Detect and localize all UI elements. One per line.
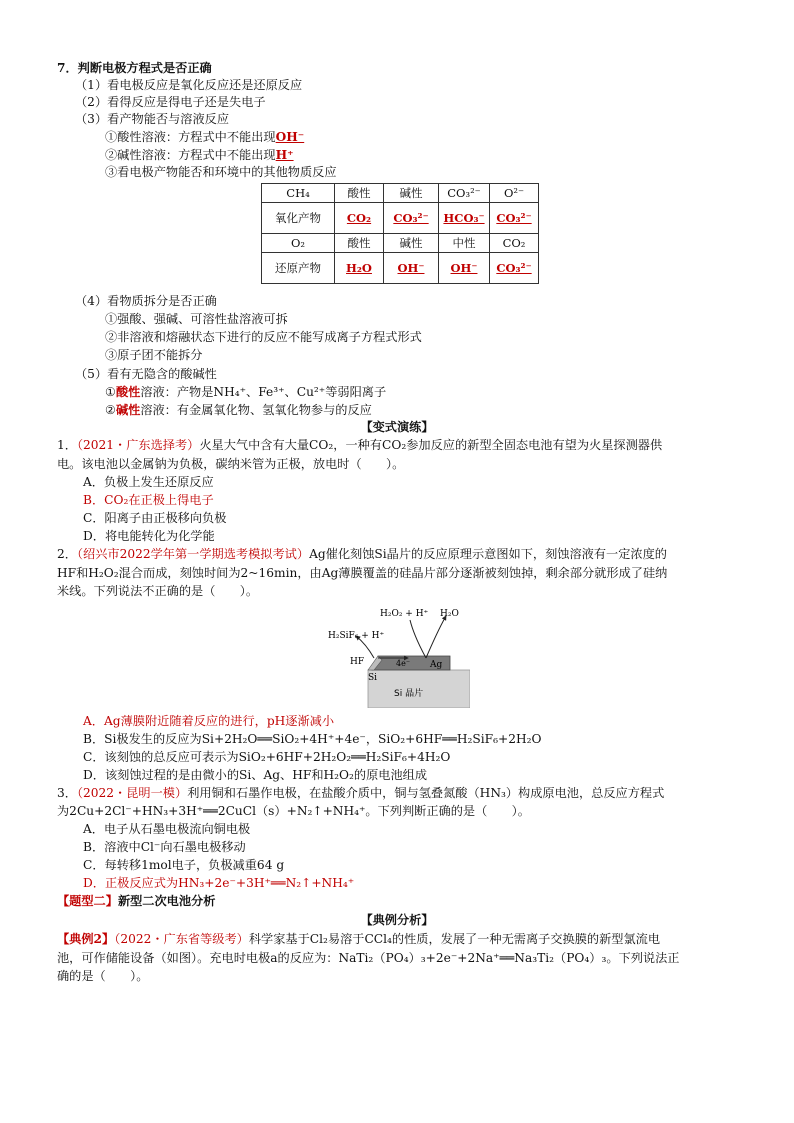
label-h2o2: H₂O₂ + H⁺ — [380, 609, 429, 619]
table-row — [262, 184, 539, 203]
q3-option-c: C．每转移1mol电子，负极减重64 g — [83, 858, 285, 872]
q1-option-a: A．负极上发生还原反应 — [83, 475, 214, 489]
table-row — [262, 253, 539, 284]
q3-stem-text: 利用铜和石墨作电极，在盐酸介质中，铜与氢叠氮酸（HN₃）构成原电池，总反应方程式 — [187, 786, 665, 800]
topic-2-tag: 【题型二】 — [57, 894, 118, 908]
table-cell: CO₂ — [490, 234, 539, 253]
rule-3a-text: ①酸性溶液：方程式中不能出现 — [105, 130, 276, 144]
example-2-source: （2022・广东省等级考） — [114, 932, 249, 946]
table-cell: CH₄ — [262, 184, 335, 203]
label-h2o: H₂O — [440, 609, 459, 619]
rule-5a-text: 溶液：产物是NH₄⁺、Fe³⁺、Cu²⁺等弱阳离子 — [140, 385, 387, 399]
q1-source: （2021・广东选择考） — [76, 438, 200, 452]
q1-stem-line1 — [57, 437, 662, 453]
q3-number: 3． — [57, 786, 77, 800]
section-7-title: 7．判断电极方程式是否正确 — [57, 61, 212, 75]
h2o-out-arrow — [426, 616, 446, 658]
q3-option-d: D．正极反应式为HN₃+2e⁻+3H⁺══N₂↑+NH₄⁺ — [83, 876, 355, 890]
rule-4b: ②非溶液和熔融状态下进行的反应不能写成离子方程式形式 — [105, 330, 422, 344]
table-cell: O₂ — [262, 234, 335, 253]
rule-5b — [105, 402, 372, 418]
table-cell-answer: OH⁻ — [439, 253, 490, 284]
q1-option-c: C．阳离子由正极移向负极 — [83, 511, 227, 525]
rule-3b-text: ②碱性溶液：方程式中不能出现 — [105, 148, 276, 162]
q1-option-b: B．CO₂在正极上得电子 — [83, 493, 214, 507]
rule-5b-text: 溶液：有金属氧化物、氢氧化物参与的反应 — [140, 403, 372, 417]
label-electrons: 4e⁻ — [396, 659, 411, 668]
rule-5a-num: ① — [105, 385, 116, 399]
rule-5b-keyword: 碱性 — [115, 403, 141, 417]
label-hf: HF — [350, 657, 365, 667]
q2-option-d: D．该刻蚀过程的是由微小的Si、Ag、HF和H₂O₂的原电池组成 — [83, 768, 428, 782]
q2-stem-line2: HF和H₂O₂混合而成，刻蚀时间为2~16min，由Ag薄膜覆盖的硅晶片部分逐渐被刻蚀掉，剩余部分就形成了硅纳 — [57, 566, 668, 580]
rule-4: （4）看物质拆分是否正确 — [75, 294, 217, 308]
table-cell: 碱性 — [384, 234, 439, 253]
label-ag: Ag — [430, 660, 443, 670]
q1-number: 1． — [57, 438, 77, 452]
rule-5b-num: ② — [105, 403, 116, 417]
q3-stem-line2: 为2Cu+2Cl⁻+HN₃+3H⁺══2CuCl（s）+N₂↑+NH₄⁺。下列判断正确的是（ ）。 — [57, 804, 530, 818]
table-cell: 还原产物 — [262, 253, 335, 284]
table-cell-answer: CO₂ — [335, 203, 384, 234]
table-row — [262, 234, 539, 253]
electrode-product-table — [261, 183, 539, 284]
rule-4a: ①强酸、强碱、可溶性盐溶液可拆 — [105, 312, 288, 326]
rule-3c: ③看电极产物能否和环境中的其他物质反应 — [105, 165, 337, 179]
q3-option-a: A．电子从石墨电极流向铜电极 — [83, 822, 251, 836]
rule-3b — [105, 147, 294, 163]
example-2-line1 — [57, 931, 660, 947]
q2-option-c: C．该刻蚀的总反应可表示为SiO₂+6HF+2H₂O₂══H₂SiF₆+4H₂O — [83, 750, 451, 764]
rule-5a — [105, 384, 386, 400]
example-2-line2: 池，可作储能设备（如图）。充电时电极a的反应为：NaTi₂（PO₄）₃+2e⁻+2Na⁺══Na₃Ti₂（PO₄）₃。下列说法正 — [57, 951, 680, 965]
practice-header: 【变式演练】 — [360, 420, 434, 434]
table-cell-answer: HCO₃⁻ — [439, 203, 490, 234]
q1-option-d: D．将电能转化为化学能 — [83, 529, 215, 543]
table-cell: 氧化产物 — [262, 203, 335, 234]
q2-option-b: B．Si极发生的反应为Si+2H₂O══SiO₂+4H⁺+4e⁻，SiO₂+6HF══H₂SiF₆+2H₂O — [83, 732, 542, 746]
table-cell: CO₃²⁻ — [439, 184, 490, 203]
table-cell: O²⁻ — [490, 184, 539, 203]
q1-stem-line2: 电。该电池以金属钠为负极，碳纳米管为正极，放电时（ ）。 — [57, 457, 405, 471]
label-h2sif6: H₂SiF₆ + H⁺ — [328, 631, 385, 641]
label-wafer: Si 晶片 — [394, 689, 424, 699]
table-cell: 碱性 — [384, 184, 439, 203]
table-cell-answer: OH⁻ — [384, 253, 439, 284]
q3-source: （2022・昆明一模） — [76, 786, 188, 800]
rule-3a — [105, 129, 304, 145]
rule-2: （2）看得反应是得电子还是失电子 — [75, 95, 266, 109]
example-2-tag: 【典例2】 — [57, 932, 115, 946]
etching-diagram — [326, 602, 470, 708]
rule-3: （3）看产物能否与溶液反应 — [75, 112, 230, 126]
example-header: 【典例分析】 — [360, 913, 434, 927]
q3-stem-line1 — [57, 785, 664, 801]
example-2-text: 科学家基于Cl₂易溶于CCl₄的性质，发展了一种无需离子交换膜的新型氯流电 — [248, 932, 661, 946]
table-cell: 酸性 — [335, 184, 384, 203]
topic-2-heading — [57, 893, 215, 909]
q2-number: 2． — [57, 547, 77, 561]
rule-5a-keyword: 酸性 — [115, 385, 141, 399]
q3-option-b: B．溶液中Cl⁻向石墨电极移动 — [83, 840, 246, 854]
q2-stem-line1 — [57, 546, 667, 562]
table-cell-answer: H₂O — [335, 253, 384, 284]
table-cell-answer: CO₃²⁻ — [490, 203, 539, 234]
table-cell-answer: CO₃²⁻ — [490, 253, 539, 284]
example-2-line3: 确的是（ ）。 — [57, 969, 149, 983]
q1-stem-text: 火星大气中含有大量CO₂，一种有CO₂参加反应的新型全固态电池有望为火星探测器供 — [199, 438, 663, 452]
table-cell: 酸性 — [335, 234, 384, 253]
q2-source: （绍兴市2022学年第一学期选考模拟考试） — [76, 547, 310, 561]
label-si: Si — [368, 673, 378, 683]
rule-3a-answer: OH⁻ — [275, 130, 305, 144]
rule-4c: ③原子团不能拆分 — [105, 348, 203, 362]
table-cell: 中性 — [439, 234, 490, 253]
h2o2-in-arrow — [410, 620, 426, 658]
rule-1: （1）看电极反应是氧化反应还是还原反应 — [75, 78, 303, 92]
topic-2-title: 新型二次电池分析 — [117, 894, 216, 908]
q2-stem-line3: 米线。下列说法不正确的是（ ）。 — [57, 584, 259, 598]
table-row — [262, 203, 539, 234]
rule-5: （5）看有无隐含的酸碱性 — [75, 367, 217, 381]
rule-3b-answer: H⁺ — [275, 148, 294, 162]
table-cell-answer: CO₃²⁻ — [384, 203, 439, 234]
q2-stem-text: Ag催化刻蚀Si晶片的反应原理示意图如下，刻蚀溶液有一定浓度的 — [309, 547, 667, 561]
q2-option-a: A．Ag薄膜附近随着反应的进行，pH逐渐减小 — [83, 714, 335, 728]
